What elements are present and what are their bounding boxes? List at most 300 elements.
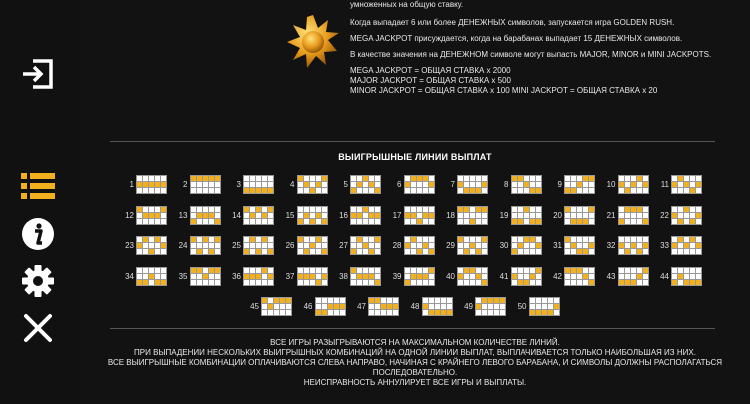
payline-cell-active (429, 310, 434, 315)
payline-item (548, 236, 595, 255)
payline-pattern (457, 236, 488, 255)
payline-cell (369, 219, 374, 224)
payline-cell (672, 268, 677, 273)
payline-cell (274, 310, 279, 315)
payline-cell-active (571, 268, 576, 273)
payline-cell (149, 207, 154, 212)
payline-cell (643, 207, 648, 212)
paytable-button[interactable] (18, 166, 58, 206)
payline-cell (571, 182, 576, 187)
payline-cell (488, 304, 493, 309)
payline-cell (536, 280, 541, 285)
payline-cell (631, 249, 636, 254)
payline-pattern (564, 175, 595, 194)
payline-cell-active (678, 219, 683, 224)
payline-cell-active (161, 280, 166, 285)
payline-cell (357, 176, 362, 181)
payline-cell (476, 298, 481, 303)
payline-cell-active (684, 182, 689, 187)
payline-cell (417, 268, 422, 273)
payline-cell-active (678, 274, 683, 279)
payline-item (245, 297, 292, 316)
payline-cell (536, 298, 541, 303)
payline-cell (357, 249, 362, 254)
payline-cell (375, 176, 380, 181)
payline-item (548, 267, 595, 286)
payline-cell (256, 219, 261, 224)
payline-cell (625, 182, 630, 187)
payline-cell (191, 182, 196, 187)
payline-cell-active (143, 213, 148, 218)
payline-number: 7 (450, 180, 455, 189)
payline-cell (423, 237, 428, 242)
payline-number: 49 (464, 302, 473, 311)
payline-cell-active (690, 237, 695, 242)
payline-pattern (404, 236, 435, 255)
payline-cell-active (589, 243, 594, 248)
payline-cell (375, 249, 380, 254)
payline-cell (351, 182, 356, 187)
payline-cell (429, 243, 434, 248)
payline-cell (684, 213, 689, 218)
payline-cell (369, 268, 374, 273)
payline-cell (316, 268, 321, 273)
payline-cell (143, 219, 148, 224)
payline-cell (250, 268, 255, 273)
payline-cell (203, 188, 208, 193)
payline-cell (244, 243, 249, 248)
payline-cell (696, 268, 701, 273)
payline-cell-active (530, 237, 535, 242)
payline-cell (417, 243, 422, 248)
payline-cell-active (577, 219, 582, 224)
payline-cell (268, 176, 273, 181)
payline-cell (417, 182, 422, 187)
payline-cell (268, 268, 273, 273)
payline-item (495, 236, 542, 255)
payline-item (655, 206, 702, 225)
payline-cell (155, 243, 160, 248)
payline-cell (577, 176, 582, 181)
payline-pattern (422, 297, 453, 316)
payline-item (281, 206, 328, 225)
payline-cell (476, 213, 481, 218)
payline-number: 28 (392, 241, 402, 250)
payline-cell (696, 274, 701, 279)
payline-cell (684, 249, 689, 254)
payline-number: 10 (606, 180, 616, 189)
payline-cell-active (494, 298, 499, 303)
payline-cell (411, 243, 416, 248)
payline-cell (262, 310, 267, 315)
payline-cell (429, 237, 434, 242)
payline-cell (476, 310, 481, 315)
payline-cell (524, 213, 529, 218)
payline-cell (571, 176, 576, 181)
payline-pattern (404, 267, 435, 286)
payline-cell (536, 237, 541, 242)
payline-cell-active (298, 176, 303, 181)
payline-pattern (297, 236, 328, 255)
payline-cell-active (149, 182, 154, 187)
payline-pattern (475, 297, 506, 316)
payline-cell-active (215, 219, 220, 224)
payline-cell (672, 207, 677, 212)
payline-item (495, 206, 542, 225)
payline-cell (262, 249, 267, 254)
payline-cell (209, 188, 214, 193)
payline-cell (678, 268, 683, 273)
payline-pattern (618, 236, 649, 255)
payline-cell-active (209, 249, 214, 254)
payline-number: 44 (660, 271, 669, 281)
payline-cell (690, 176, 695, 181)
payline-cell (316, 298, 321, 303)
payline-cell (482, 310, 487, 315)
money-symbol-icon (285, 14, 341, 70)
payline-number: 50 (517, 302, 527, 311)
payline-cell (512, 213, 517, 218)
payline-cell-active (423, 304, 428, 309)
payline-cell (423, 310, 428, 315)
payline-cell-active (268, 207, 273, 212)
payline-cell (244, 219, 249, 224)
payline-number: 20 (553, 210, 562, 220)
payline-cell-active (518, 176, 523, 181)
payline-cell (215, 249, 220, 254)
payline-cell (322, 188, 327, 193)
payline-cell (209, 207, 214, 212)
payline-cell-active (357, 237, 362, 242)
payline-cell (530, 176, 535, 181)
info-icon (21, 217, 55, 251)
payline-cell-active (625, 207, 630, 212)
payline-cell (589, 249, 594, 254)
payline-number: 14 (232, 210, 241, 220)
payline-cell (161, 188, 166, 193)
payline-item (602, 236, 649, 255)
payline-pattern (511, 236, 542, 255)
payline-number: 27 (339, 241, 348, 250)
payline-item (174, 267, 221, 286)
payline-pattern (350, 175, 381, 194)
payline-cell (316, 249, 321, 254)
payline-cell (565, 280, 570, 285)
rules-line-0: умноженных на общую ставку. (350, 0, 464, 9)
payline-cell (244, 176, 249, 181)
payline-cell-active (137, 182, 142, 187)
payline-cell (149, 243, 154, 248)
payline-cell (476, 176, 481, 181)
payline-cell (482, 188, 487, 193)
payline-item (227, 236, 274, 255)
payline-cell (209, 219, 214, 224)
payline-item (495, 267, 542, 286)
payline-cell-active (458, 237, 463, 242)
payline-cell-active (577, 182, 582, 187)
payline-cell (458, 219, 463, 224)
payline-cell-active (256, 207, 261, 212)
payline-item (602, 267, 649, 286)
payline-cell (583, 188, 588, 193)
payline-item (655, 236, 702, 255)
payline-number: 29 (446, 241, 455, 250)
payline-cell-active (298, 219, 303, 224)
payline-cell (512, 280, 517, 285)
payline-cell-active (464, 249, 469, 254)
settings-button[interactable] (18, 261, 58, 301)
payline-cell (411, 268, 416, 273)
payline-cell (417, 188, 422, 193)
payline-number: 42 (553, 271, 562, 281)
payline-item (174, 206, 221, 225)
payline-cell (411, 207, 416, 212)
payline-cell (149, 176, 154, 181)
payline-cell (565, 213, 570, 218)
payline-cell (191, 188, 196, 193)
payline-cell (690, 274, 695, 279)
payline-number: 30 (499, 241, 509, 250)
payline-cell (470, 213, 475, 218)
payline-cell-active (191, 268, 196, 273)
payline-pattern (529, 297, 560, 316)
payline-item (120, 206, 167, 225)
payline-cell-active (137, 207, 142, 212)
payline-cell-active (631, 182, 636, 187)
payline-cell (286, 310, 291, 315)
payline-cell (548, 304, 553, 309)
payline-cell (583, 243, 588, 248)
payline-cell (518, 188, 523, 193)
payline-cell (351, 176, 356, 181)
payline-cell (155, 188, 160, 193)
payline-cell (155, 249, 160, 254)
payline-cell-active (209, 268, 214, 273)
payline-item (120, 236, 167, 255)
payline-number: 36 (232, 271, 241, 281)
payline-item (655, 267, 702, 286)
payline-cell (589, 274, 594, 279)
payline-cell-active (161, 243, 166, 248)
footer-line-4: ПОСЛЕДОВАТЕЛЬНО. (372, 368, 458, 377)
payline-cell-active (524, 237, 529, 242)
payline-cell (381, 298, 386, 303)
payline-cell (512, 188, 517, 193)
payline-cell (423, 219, 428, 224)
payline-cell (637, 268, 642, 273)
payline-cell (274, 304, 279, 309)
payline-cell (316, 219, 321, 224)
payline-cell (298, 280, 303, 285)
payline-cell (375, 304, 380, 309)
payline-cell-active (637, 176, 642, 181)
payline-cell (429, 298, 434, 303)
payline-cell (256, 176, 261, 181)
jackpot-values (350, 66, 750, 96)
footer-line-5: НЕИСПРАВНОСТЬ АННУЛИРУЕТ ВСЕ ИГРЫ И ВЫПЛАТЫ. (303, 378, 527, 387)
payline-cell-active (149, 213, 154, 218)
payline-cell (619, 237, 624, 242)
payline-cell-active (577, 268, 582, 273)
payline-cell (690, 249, 695, 254)
close-button[interactable] (18, 308, 58, 348)
payline-cell-active (262, 213, 267, 218)
payline-cell (524, 249, 529, 254)
payline-cell-active (423, 176, 428, 181)
payline-item (388, 206, 435, 225)
payline-cell (631, 237, 636, 242)
payline-item (227, 206, 274, 225)
payline-cell (464, 237, 469, 242)
payline-cell (678, 188, 683, 193)
payline-pattern (618, 267, 649, 286)
payline-cell (351, 243, 356, 248)
payline-cell (583, 213, 588, 218)
payline-pattern (350, 267, 381, 286)
payline-cell (203, 243, 208, 248)
payline-cell-active (322, 310, 327, 315)
payline-cell (203, 249, 208, 254)
payline-cell (565, 176, 570, 181)
payline-cell-active (518, 219, 523, 224)
payline-pattern (243, 236, 274, 255)
payline-cell-active (215, 237, 220, 242)
payline-cell (482, 176, 487, 181)
payline-cell-active (209, 176, 214, 181)
footer-line-1: ВСЕ ИГРЫ РАЗЫГРЫВАЮТСЯ НА МАКСИМАЛЬНОМ КОЛИЧЕСТВЕ ЛИНИЙ. (270, 338, 560, 347)
payline-cell (565, 274, 570, 279)
payline-cell-active (197, 213, 202, 218)
payline-cell-active (690, 188, 695, 193)
info-button[interactable] (18, 214, 58, 254)
payline-number: 31 (553, 241, 562, 250)
payline-cell (678, 207, 683, 212)
payline-cell-active (565, 237, 570, 242)
payline-number: 43 (606, 271, 616, 281)
payline-cell (268, 298, 273, 303)
payline-cell-active (423, 274, 428, 279)
payline-cell (643, 188, 648, 193)
payline-pattern (457, 206, 488, 225)
payline-cell (482, 213, 487, 218)
payline-cell-active (411, 274, 416, 279)
payline-cell (304, 280, 309, 285)
payline-cell (250, 249, 255, 254)
payline-cell (310, 268, 315, 273)
payline-cell-active (643, 219, 648, 224)
payline-cell (482, 274, 487, 279)
payline-cell-active (417, 249, 422, 254)
payline-cell (696, 219, 701, 224)
payline-item (388, 175, 435, 194)
payline-cell (536, 249, 541, 254)
payline-cell (387, 310, 392, 315)
payline-cell (565, 243, 570, 248)
payline-pattern (136, 267, 167, 286)
payline-cell (328, 298, 333, 303)
payline-cell (203, 280, 208, 285)
payline-cell-active (137, 243, 142, 248)
payline-cell-active (363, 243, 368, 248)
payline-cell (363, 188, 368, 193)
payline-cell-active (482, 207, 487, 212)
payline-cell-active (209, 213, 214, 218)
divider-bottom (110, 328, 715, 329)
payline-cell (684, 219, 689, 224)
payline-cell-active (565, 207, 570, 212)
payline-cell (571, 237, 576, 242)
payline-cell (310, 237, 315, 242)
payline-cell-active (565, 268, 570, 273)
payline-cell (619, 274, 624, 279)
payline-number: 15 (285, 210, 295, 220)
payline-cell (554, 310, 559, 315)
payline-cell (310, 176, 315, 181)
payline-cell (137, 219, 142, 224)
payline-cell (155, 274, 160, 279)
payline-cell (554, 298, 559, 303)
payline-cell (375, 207, 380, 212)
payline-cell (137, 274, 142, 279)
payline-cell (494, 310, 499, 315)
payline-cell-active (310, 274, 315, 279)
payline-cell-active (197, 268, 202, 273)
payline-cell-active (161, 207, 166, 212)
payline-cell-active (625, 188, 630, 193)
payline-item (602, 175, 649, 194)
payline-cell (411, 249, 416, 254)
payline-number: 39 (392, 271, 402, 281)
payline-item (227, 175, 274, 194)
payline-cell (268, 243, 273, 248)
payline-cell (316, 274, 321, 279)
payline-cell-active (619, 280, 624, 285)
payline-cell-active (197, 176, 202, 181)
payline-cell-active (565, 188, 570, 193)
payline-item (441, 206, 488, 225)
payline-cell (357, 280, 362, 285)
payline-cell (441, 298, 446, 303)
exit-button[interactable] (18, 54, 58, 94)
payline-cell-active (256, 274, 261, 279)
payline-cell-active (447, 310, 452, 315)
payline-cell (161, 176, 166, 181)
payline-cell-active (298, 274, 303, 279)
payline-cell (310, 207, 315, 212)
payline-pattern (190, 175, 221, 194)
payline-cell (262, 207, 267, 212)
payline-cell (363, 219, 368, 224)
payline-cell (643, 213, 648, 218)
payline-cell (530, 268, 535, 273)
payline-cell-active (369, 213, 374, 218)
payline-cell-active (405, 182, 410, 187)
payline-cell-active (203, 176, 208, 181)
payline-cell (464, 243, 469, 248)
payline-cell (405, 207, 410, 212)
payline-number: 9 (557, 180, 562, 189)
close-icon (22, 312, 54, 344)
payline-item (441, 175, 488, 194)
payline-cell-active (476, 207, 481, 212)
payline-cell (298, 182, 303, 187)
payline-number: 32 (606, 241, 616, 250)
payline-pattern (243, 175, 274, 194)
payline-pattern (136, 236, 167, 255)
payline-cell (149, 188, 154, 193)
payline-cell (310, 249, 315, 254)
payline-cell (577, 207, 582, 212)
